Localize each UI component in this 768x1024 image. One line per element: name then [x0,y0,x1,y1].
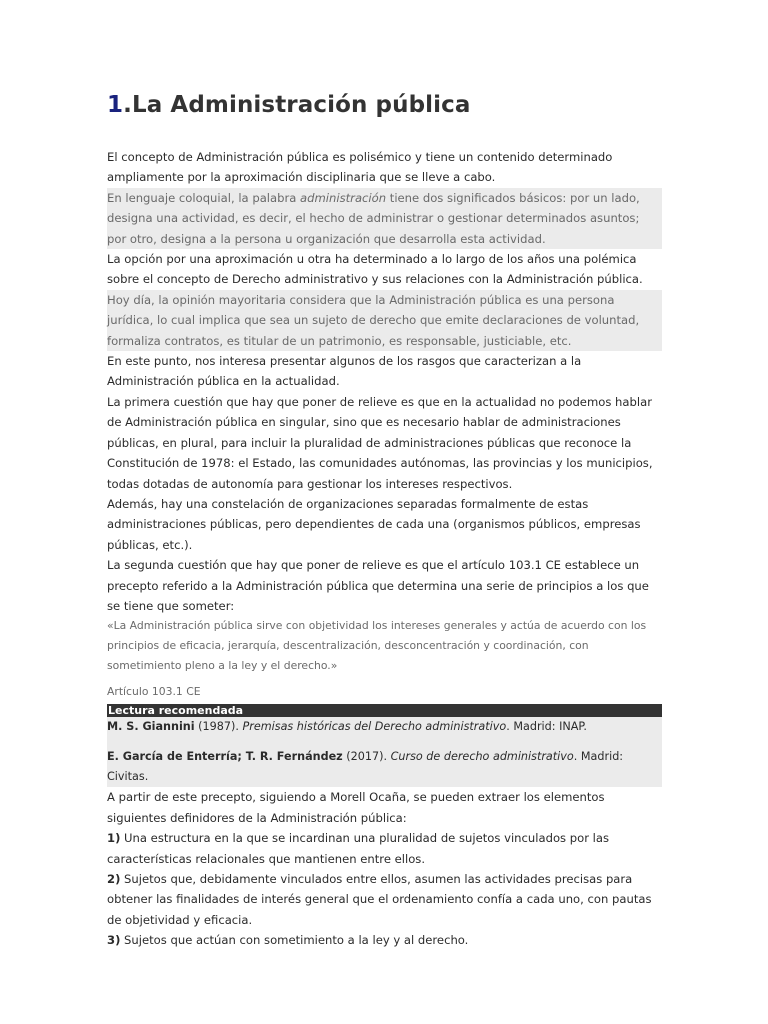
list-item-text: Sujetos que, debidamente vinculados entre ellos, asumen las actividades precisas para obtener las finalidades de interés general que el ordenamiento confía a cada uno, con pautas de objetividad y eficacia. [107,871,652,927]
closing-intro: A partir de este precepto, siguiendo a Morell Ocaña, se pueden extraer los elementos siguientes definidores de la Administración pública: [107,790,605,825]
list-item-number: 1) [107,831,121,846]
blockquote: «La Administración pública sirve con objetividad los intereses generales y actúa de acuerdo con los principios de eficacia, jerarquía, descentralización, desconcentración y coordinación, con sometimiento pleno a la ley y el derecho.» [107,619,647,673]
paragraph-5: En este punto, nos interesa presentar algunos de los rasgos que caracterizan a la Administración pública en la actualidad. [107,354,582,389]
paragraph-8: La segunda cuestión que hay que poner de relieve es que el artículo 103.1 CE establece un precepto referido a la Administración pública que determina una serie de principios a los que se tiene que someter: [107,558,649,613]
list-item [107,828,662,869]
paragraph-6: La primera cuestión que hay que poner de relieve es que en la actualidad no podemos hablar de Administración pública en singular, sino que es necesario hablar de administraciones públicas, en plural, para incluir la pluralidad de administraciones públicas que reconoce la Constitución de 1978: el Estado, las comunidades autónomas, las provincias y los municipios, todas dotadas de autonomía para gestionar los intereses respectivos. [107,394,653,491]
quote-source: Artículo 103.1 CE [107,685,201,699]
paragraph-2-text-rest: tiene dos significados básicos: por un lado, designa una actividad, es decir, el hecho de administrar o gestionar determinados asuntos; por otro, designa a la persona u organización que desarrolla esta actividad. [107,190,640,246]
heading-title: .La Administración pública [123,92,471,118]
reference-publisher: . Madrid: Civitas. [107,750,624,784]
paragraph-2-text: En lenguaje coloquial, la palabra [107,190,301,205]
paragraph-2-emphasis: administración [300,190,387,205]
reference-item [107,747,662,787]
list-item [107,930,662,950]
reading-header: Lectura recomendada [107,704,662,717]
reference-publisher: . Madrid: INAP. [506,720,587,734]
paragraph-7: Además, hay una constelación de organizaciones separadas formalmente de estas administraciones públicas, pero dependientes de cada una (organismos públicos, empresas públicas, etc.). [107,496,641,552]
paragraph-1: El concepto de Administración pública es polisémico y tiene un contenido determinado ampliamente por la aproximación disciplinaria que se lleve a cabo. [107,150,613,185]
paragraph-4-highlighted: Hoy día, la opinión mayoritaria considera que la Administración pública es una persona jurídica, lo cual implica que sea un sujeto de derecho que emite declaraciones de voluntad, formaliza contratos, es titular de un patrimonio, es responsable, justiciable, etc. [107,290,662,351]
paragraph-2-highlighted [107,188,662,249]
list-item [107,869,662,930]
reference-year: (1987). [194,720,243,734]
reference-authors: E. García de Enterría; T. R. Fernández [107,750,343,764]
list-item-number: 3) [107,933,121,948]
reference-item [107,717,662,747]
reference-title: Premisas históricas del Derecho administrativo [242,720,507,734]
page-title [107,90,662,120]
heading-number: 1 [107,92,124,118]
document-page [107,90,662,951]
list-item-text: Sujetos que actúan con sometimiento a la ley y al derecho. [120,933,469,948]
reference-title: Curso de derecho administrativo [390,750,574,764]
reference-authors: M. S. Giannini [107,720,195,734]
list-item-text: Una estructura en la que se incardinan una pluralidad de sujetos vinculados por las características relacionales que mantienen entre ellos. [107,831,610,866]
list-item-number: 2) [107,871,121,886]
reference-year: (2017). [342,750,391,764]
paragraph-3: La opción por una aproximación u otra ha determinado a lo largo de los años una polémica sobre el concepto de Derecho administrativo y sus relaciones con la Administración pública. [107,252,643,287]
